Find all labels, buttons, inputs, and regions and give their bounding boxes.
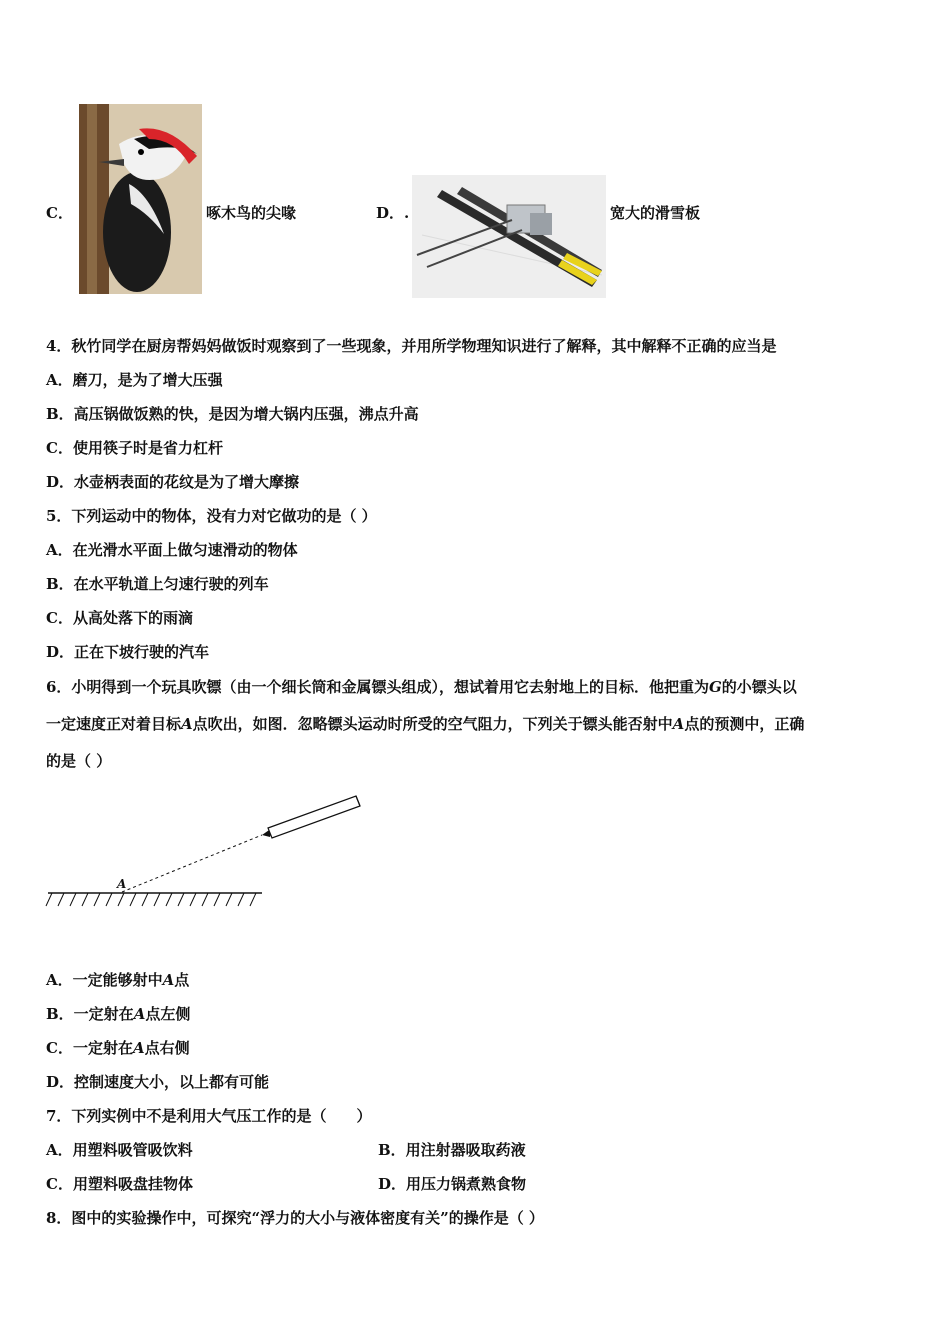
q5-option-d: D．正在下坡行驶的汽车 (46, 643, 210, 661)
ground-hatching (46, 893, 256, 906)
q4-option-c: C．使用筷子时是省力杠杆 (46, 439, 223, 457)
q6-option-c: C．一定射在A点右侧 (46, 1039, 190, 1057)
woodpecker-image (79, 104, 202, 294)
option-c-label: C． (46, 204, 73, 222)
q6-stem-line3: 的是（ ） (46, 752, 112, 770)
q6-option-a: A．一定能够射中A点 (46, 971, 190, 989)
target-point-label: A (117, 877, 127, 891)
q4-option-b: B．高压锅做饭熟的快，是因为增大锅内压强，沸点升高 (46, 405, 419, 423)
q4-stem: 4．秋竹同学在厨房帮妈妈做饭时观察到了一些现象，并用所学物理知识进行了解释，其中解释不正确的应当是 (46, 337, 777, 355)
blowgun-diagram (40, 790, 370, 915)
q4-option-a: A．磨刀，是为了增大压强 (46, 371, 223, 389)
q5-stem: 5．下列运动中的物体，没有力对它做功的是（ ） (46, 507, 377, 525)
q5-option-b: B．在水平轨道上匀速行驶的列车 (46, 575, 269, 593)
q7-option-b: B．用注射器吸取药液 (378, 1141, 526, 1159)
q8-stem: 8．图中的实验操作中，可探究“浮力的大小与液体密度有关”的操作是（ ） (46, 1209, 544, 1227)
q7-option-a: A．用塑料吸管吸饮料 (46, 1141, 193, 1159)
q7-option-c: C．用塑料吸盘挂物体 (46, 1175, 193, 1193)
q7-option-d: D．用压力锅煮熟食物 (378, 1175, 527, 1193)
ski-image (412, 175, 606, 298)
q6-option-b: B．一定射在A点左侧 (46, 1005, 191, 1023)
blowgun-tube (268, 796, 360, 838)
option-c-caption: 啄木鸟的尖喙 (206, 204, 297, 222)
q6-option-d: D．控制速度大小，以上都有可能 (46, 1073, 270, 1091)
q6-stem-line1: 6．小明得到一个玩具吹镖（由一个细长筒和金属镖头组成），想试着用它去射地上的目标．他把重为G的小镖头以 (46, 678, 797, 696)
trajectory-dashed-line (122, 835, 262, 892)
q5-option-c: C．从高处落下的雨滴 (46, 609, 193, 627)
q5-option-a: A．在光滑水平面上做匀速滑动的物体 (46, 541, 298, 559)
q7-stem: 7．下列实例中不是利用大气压工作的是（ ） (46, 1107, 372, 1125)
q6-stem-line2: 一定速度正对着目标A点吹出，如图．忽略镖头运动时所受的空气阻力，下列关于镖头能否射中A点的预测中，正确 (46, 715, 805, 733)
option-d-label: D．. (376, 204, 410, 222)
option-d-caption: 宽大的滑雪板 (610, 204, 701, 222)
q4-option-d: D．水壶柄表面的花纹是为了增大摩擦 (46, 473, 300, 491)
woodpecker-icon (79, 104, 202, 294)
ski-icon (412, 175, 606, 298)
